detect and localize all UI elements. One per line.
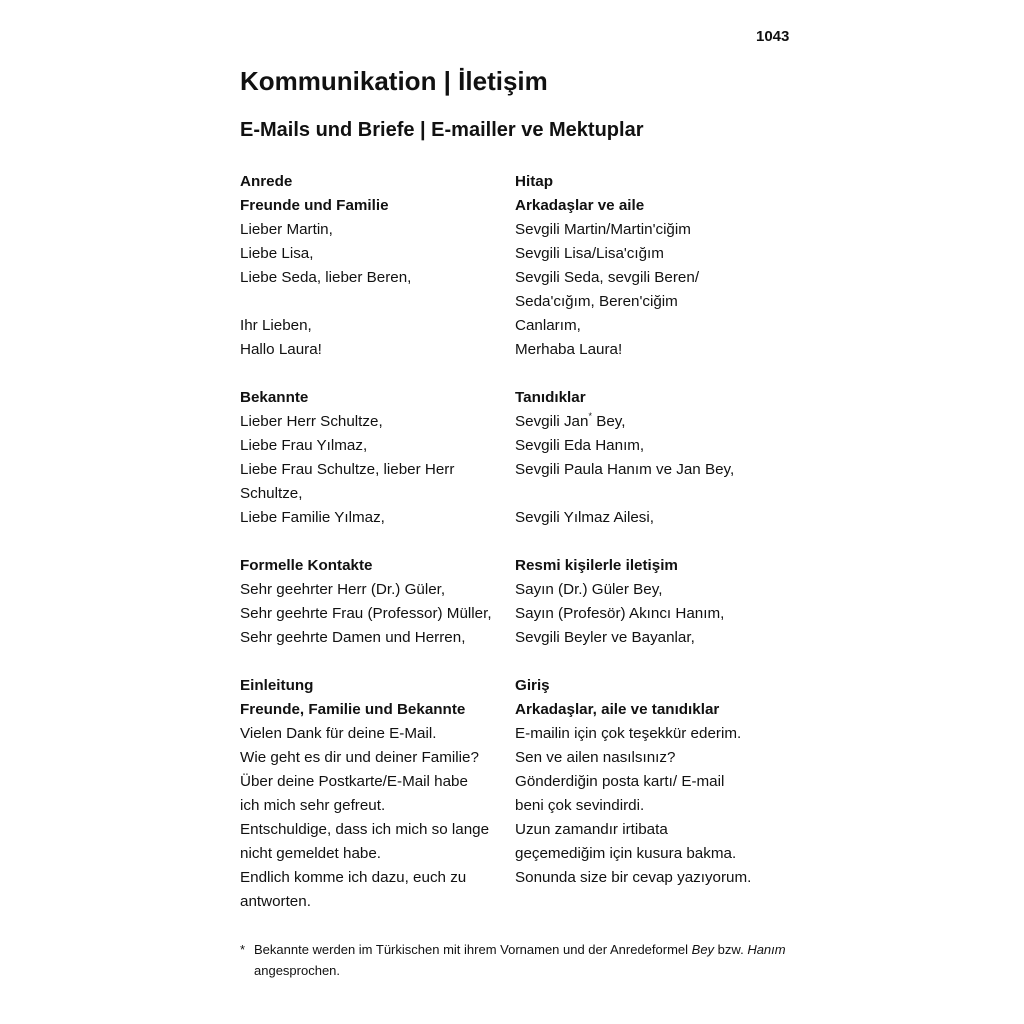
phrase-text: Sevgili Jan: [515, 413, 589, 430]
phrase-line: Sehr geehrte Damen und Herren,: [240, 629, 466, 646]
turkish-column: [515, 674, 800, 914]
phrase-line: Sehr geehrte Frau (Professor) Müller,: [240, 605, 492, 622]
page-number: 1043: [756, 28, 790, 45]
footnote-term: Bey: [691, 942, 715, 957]
section-heading: Anrede: [240, 173, 293, 190]
phrase-line: Sayın (Dr.) Güler Bey,: [515, 581, 663, 598]
section-anrede: [240, 170, 800, 362]
phrase-line: Liebe Seda, lieber Beren,: [240, 269, 412, 286]
footnote-text: [254, 939, 800, 981]
phrase-line: Liebe Frau Schultze, lieber Herr Schultze,: [240, 461, 455, 502]
phrase-line: beni çok sevindirdi.: [515, 797, 645, 814]
footnote-text-part: bzw.: [714, 942, 748, 957]
section-formelle-kontakte: [240, 554, 800, 650]
turkish-column: [515, 386, 800, 530]
phrase-line: Liebe Lisa,: [240, 245, 314, 262]
footnote-marker: *: [588, 411, 592, 421]
phrase-line: Sevgili Lisa/Lisa'cığım: [515, 245, 664, 262]
phrase-line: Endlich komme ich dazu, euch zu: [240, 869, 467, 886]
phrase-line: Sevgili Seda, sevgili Beren/: [515, 269, 700, 286]
phrase-line: nicht gemeldet habe.: [240, 845, 382, 862]
phrase-line: Merhaba Laura!: [515, 341, 623, 358]
section-subheading: Arkadaşlar ve aile: [515, 197, 645, 214]
phrase-line: Liebe Familie Yılmaz,: [240, 509, 385, 526]
section-heading: Einleitung: [240, 677, 314, 694]
blank-line: [240, 290, 515, 314]
phrase-line: Vielen Dank für deine E-Mail.: [240, 725, 437, 742]
section-heading: Resmi kişilerle iletişim: [515, 557, 678, 574]
section-heading: Bekannte: [240, 389, 309, 406]
blank-line: [515, 482, 800, 506]
section-heading: Hitap: [515, 173, 553, 190]
page-title: Kommunikation | İletişim: [240, 66, 548, 96]
german-column: [240, 674, 515, 914]
section-heading: Giriş: [515, 677, 550, 694]
footnote-text-part: Bekannte werden im Türkischen mit ihrem Vornamen und der Anredeformel: [254, 942, 692, 957]
phrase-line: Sehr geehrter Herr (Dr.) Güler,: [240, 581, 446, 598]
german-column: [240, 386, 515, 530]
phrase-line: E-mailin için çok teşekkür ederim.: [515, 725, 742, 742]
phrase-line: geçemediğim için kusura bakma.: [515, 845, 737, 862]
german-column: [240, 554, 515, 650]
section-heading: Formelle Kontakte: [240, 557, 373, 574]
section-heading: Tanıdıklar: [515, 389, 586, 406]
section-einleitung: [240, 674, 800, 914]
section-subheading: Freunde, Familie und Bekannte: [240, 701, 466, 718]
phrase-line: Sevgili Yılmaz Ailesi,: [515, 509, 654, 526]
phrase-line: Entschuldige, dass ich mich so lange: [240, 821, 490, 838]
phrase-line: Sayın (Profesör) Akıncı Hanım,: [515, 605, 725, 622]
footnote-row: [240, 939, 800, 981]
phrase-line: [515, 410, 800, 434]
phrase-line: Lieber Herr Schultze,: [240, 413, 383, 430]
german-column: [240, 170, 515, 362]
section-bekannte: [240, 386, 800, 530]
phrase-line: Sen ve ailen nasılsınız?: [515, 749, 676, 766]
phrase-line: Gönderdiğin posta kartı/ E-mail: [515, 773, 725, 790]
section-subheading: Arkadaşlar, aile ve tanıdıklar: [515, 701, 720, 718]
phrase-line: Canlarım,: [515, 317, 581, 334]
phrase-columns: [240, 170, 800, 938]
section-subheading: Freunde und Familie: [240, 197, 389, 214]
phrase-line: Sevgili Martin/Martin'ciğim: [515, 221, 691, 238]
phrase-line: ich mich sehr gefreut.: [240, 797, 386, 814]
phrase-line: Wie geht es dir und deiner Familie?: [240, 749, 479, 766]
footnote-marker: *: [240, 942, 246, 957]
footnote-term: Hanım: [747, 942, 786, 957]
phrase-line: Liebe Frau Yılmaz,: [240, 437, 368, 454]
footnote-text-part: angesprochen.: [254, 963, 341, 978]
phrase-line: Sevgili Eda Hanım,: [515, 437, 645, 454]
phrase-line: Sevgili Paula Hanım ve Jan Bey,: [515, 461, 735, 478]
phrase-line: Ihr Lieben,: [240, 317, 312, 334]
phrase-line: Lieber Martin,: [240, 221, 333, 238]
phrase-line: Uzun zamandır irtibata: [515, 821, 668, 838]
phrase-text: Bey,: [591, 413, 626, 430]
phrase-line: Sevgili Beyler ve Bayanlar,: [515, 629, 695, 646]
phrase-line: Sonunda size bir cevap yazıyorum.: [515, 869, 752, 886]
footnote: [240, 939, 800, 981]
turkish-column: [515, 170, 800, 362]
phrase-line: antworten.: [240, 893, 311, 910]
turkish-column: [515, 554, 800, 650]
phrase-line: Hallo Laura!: [240, 341, 322, 358]
phrase-line: Über deine Postkarte/E-Mail habe: [240, 773, 468, 790]
page-subtitle: E-Mails und Briefe | E-mailler ve Mektuplar: [240, 119, 644, 141]
phrase-line: Seda'cığım, Beren'ciğim: [515, 293, 678, 310]
